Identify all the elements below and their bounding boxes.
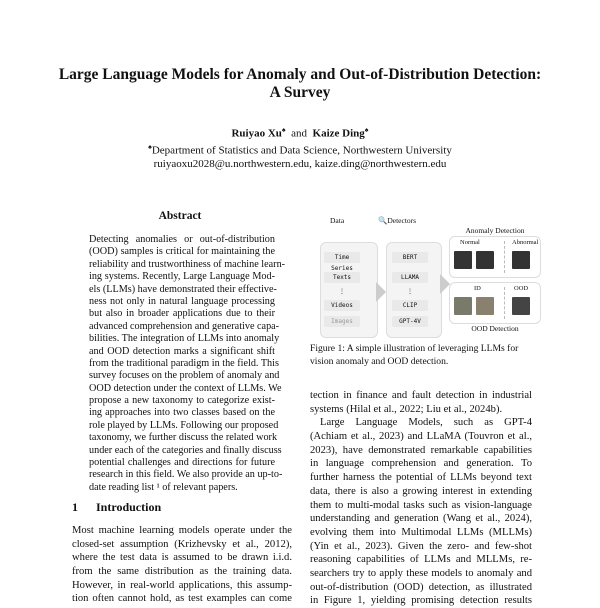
data-item: Videos bbox=[324, 300, 360, 311]
title-line: A Survey bbox=[269, 84, 331, 101]
text-line: them to multi-modal tasks such as vision-language bbox=[310, 499, 532, 511]
text-line: potential challenges and directions for future bbox=[89, 457, 275, 469]
intro-text bbox=[72, 524, 292, 606]
text-line: research in this field. We also provide an up-to- bbox=[89, 469, 283, 481]
text-line: role played by LLMs. Following our proposed bbox=[89, 419, 279, 431]
text-line: searchers try to apply these models to anomaly and bbox=[310, 567, 532, 579]
detector-item: CLIP bbox=[392, 300, 428, 311]
data-item: ⋮ bbox=[339, 288, 345, 295]
divider bbox=[504, 287, 505, 319]
text-line: 2023), have demonstrated remarkable capabilities bbox=[310, 444, 532, 456]
ood-box bbox=[449, 282, 541, 324]
text-line: Most machine learning models operate under the bbox=[72, 525, 292, 536]
detector-item: LLAMA bbox=[392, 272, 428, 283]
text-line: bilities. The integration of LLMs into anomaly bbox=[89, 333, 280, 345]
section-title: Introduction bbox=[96, 500, 162, 514]
abstract-text bbox=[89, 234, 286, 494]
text-line: (Achiam et al., 2023) and LLaMA (Touvron et al., bbox=[310, 431, 532, 443]
affiliation: Department of Statistics and Data Science, Northwestern University bbox=[151, 144, 452, 157]
id-image bbox=[454, 297, 472, 315]
text-line: els (LLMs) have demonstrated their effective- bbox=[89, 283, 277, 295]
text-line: (Yin et al., 2023). Given the zero- and few-shot bbox=[310, 540, 532, 552]
text-line: date reading list ¹ of relevant papers. bbox=[89, 481, 238, 493]
text-line: from the traditional paradigm in the field. This bbox=[89, 357, 279, 369]
anomaly-title: Anomaly Detection bbox=[465, 226, 525, 235]
author-mark: ♠ bbox=[281, 126, 286, 134]
normal-image bbox=[476, 251, 494, 269]
paper-title bbox=[40, 66, 560, 102]
detector-item: BERT bbox=[392, 252, 428, 263]
intro-heading bbox=[72, 500, 161, 515]
text-line: survey focuses on the problem of anomaly and bbox=[89, 370, 280, 382]
detectors-label-text: Detectors bbox=[387, 216, 417, 225]
text-line: out-of-distribution (OOD) detection, as illustrated bbox=[310, 581, 532, 593]
author-name: Ruiyao Xu bbox=[231, 127, 282, 140]
data-item: Images bbox=[324, 316, 360, 327]
ood-image bbox=[512, 297, 530, 315]
text-line: Large Language Models, such as GPT-4 bbox=[320, 417, 532, 429]
normal-image bbox=[454, 251, 472, 269]
text-line: from the same distribution as the training data. bbox=[72, 566, 292, 578]
data-item: Texts bbox=[324, 272, 360, 283]
text-line: ing approaches into two classes based on the bbox=[89, 407, 275, 419]
title-line: Large Language Models for Anomaly and Out-of-Distribution Detection: bbox=[58, 66, 542, 83]
author-name: Kaize Ding bbox=[312, 127, 365, 140]
text-line: closed-set assumption (Krizhevsky et al., 2012), bbox=[72, 538, 292, 550]
author-block bbox=[0, 124, 600, 172]
text-line: Detecting anomalies or out-of-distribution bbox=[89, 234, 275, 245]
text-line: systems (Hilal et al., 2022; Liu et al., 2024b). bbox=[310, 403, 503, 415]
figure-1 bbox=[312, 214, 539, 334]
right-column-text bbox=[310, 389, 532, 608]
affiliation-mark: ♠ bbox=[148, 143, 152, 152]
data-label: Data bbox=[330, 216, 345, 225]
text-line: However, in real-world applications, this assump- bbox=[72, 579, 292, 591]
text-line: understanding and generation (Wang et al., 2024), bbox=[310, 513, 532, 525]
figure-caption bbox=[310, 342, 518, 368]
text-line: reasoning capabilities of LLMs and MLLMs, re- bbox=[310, 554, 532, 566]
text-line: further harness the potential of LLMs beyond text bbox=[310, 472, 532, 484]
text-line: propose a new taxonomy to categorize exist- bbox=[89, 395, 275, 407]
caption-line: Figure 1: A simple illustration of leveraging LLMs for bbox=[310, 343, 519, 354]
text-line: advanced comprehension and generative capa- bbox=[89, 320, 280, 332]
detector-icon: 🔍 bbox=[378, 216, 388, 225]
caption-line: vision anomaly and OOD detection. bbox=[310, 356, 449, 367]
text-line: ness not only in natural language processing bbox=[89, 295, 275, 307]
text-line: but also in broader applications due to their bbox=[89, 308, 275, 320]
normal-label: Normal bbox=[460, 239, 480, 246]
ood-label: OOD bbox=[514, 285, 529, 292]
author-sep: and bbox=[291, 127, 308, 140]
text-line: tion often cannot hold, as test examples can come bbox=[72, 593, 292, 605]
text-line: ing systems. Recently, Large Language Mod- bbox=[89, 271, 275, 283]
abnormal-label: Abnormal bbox=[512, 239, 539, 246]
text-line: under each of the categories and finally discuss bbox=[89, 444, 282, 456]
detectors-label bbox=[378, 216, 416, 225]
text-line: in language comprehension and generation. To bbox=[310, 458, 532, 470]
abstract-heading: Abstract bbox=[158, 210, 202, 222]
divider bbox=[504, 241, 505, 273]
detector-item: GPT-4V bbox=[392, 316, 428, 327]
text-line: and OOD detection marks a significant shift bbox=[89, 345, 275, 357]
emails: ruiyaoxu2028@u.northwestern.edu, kaize.ding@northwestern.edu bbox=[153, 158, 447, 171]
arrow-icon bbox=[376, 282, 386, 302]
text-line: OOD detection under the context of LLMs. We bbox=[89, 382, 282, 394]
text-line: data, there is also a growing interest in extending bbox=[310, 485, 532, 497]
id-image bbox=[476, 297, 494, 315]
text-line: evolving them into Multimodal LLMs (MLLMs) bbox=[310, 526, 532, 538]
detector-item: ⋮ bbox=[407, 288, 413, 295]
text-line: in Figure 1, yielding promising detection results bbox=[310, 595, 532, 607]
section-number: 1 bbox=[72, 500, 78, 514]
text-line: reliability and trustworthiness of machine learn- bbox=[89, 258, 286, 270]
text-line: taxonomy, we further discuss the related work bbox=[89, 432, 278, 444]
author-mark: ♠ bbox=[364, 126, 369, 134]
abnormal-image bbox=[512, 251, 530, 269]
text-line: (OOD) samples is critical for maintaining the bbox=[89, 246, 275, 258]
text-line: where the test data is assumed to be drawn i.i.d. bbox=[72, 552, 292, 564]
anomaly-box bbox=[449, 236, 541, 278]
data-item: Time Series bbox=[324, 252, 360, 263]
ood-title: OOD Detection bbox=[471, 324, 519, 333]
id-label: ID bbox=[474, 285, 481, 292]
text-line: tection in finance and fault detection in industrial bbox=[310, 390, 532, 401]
